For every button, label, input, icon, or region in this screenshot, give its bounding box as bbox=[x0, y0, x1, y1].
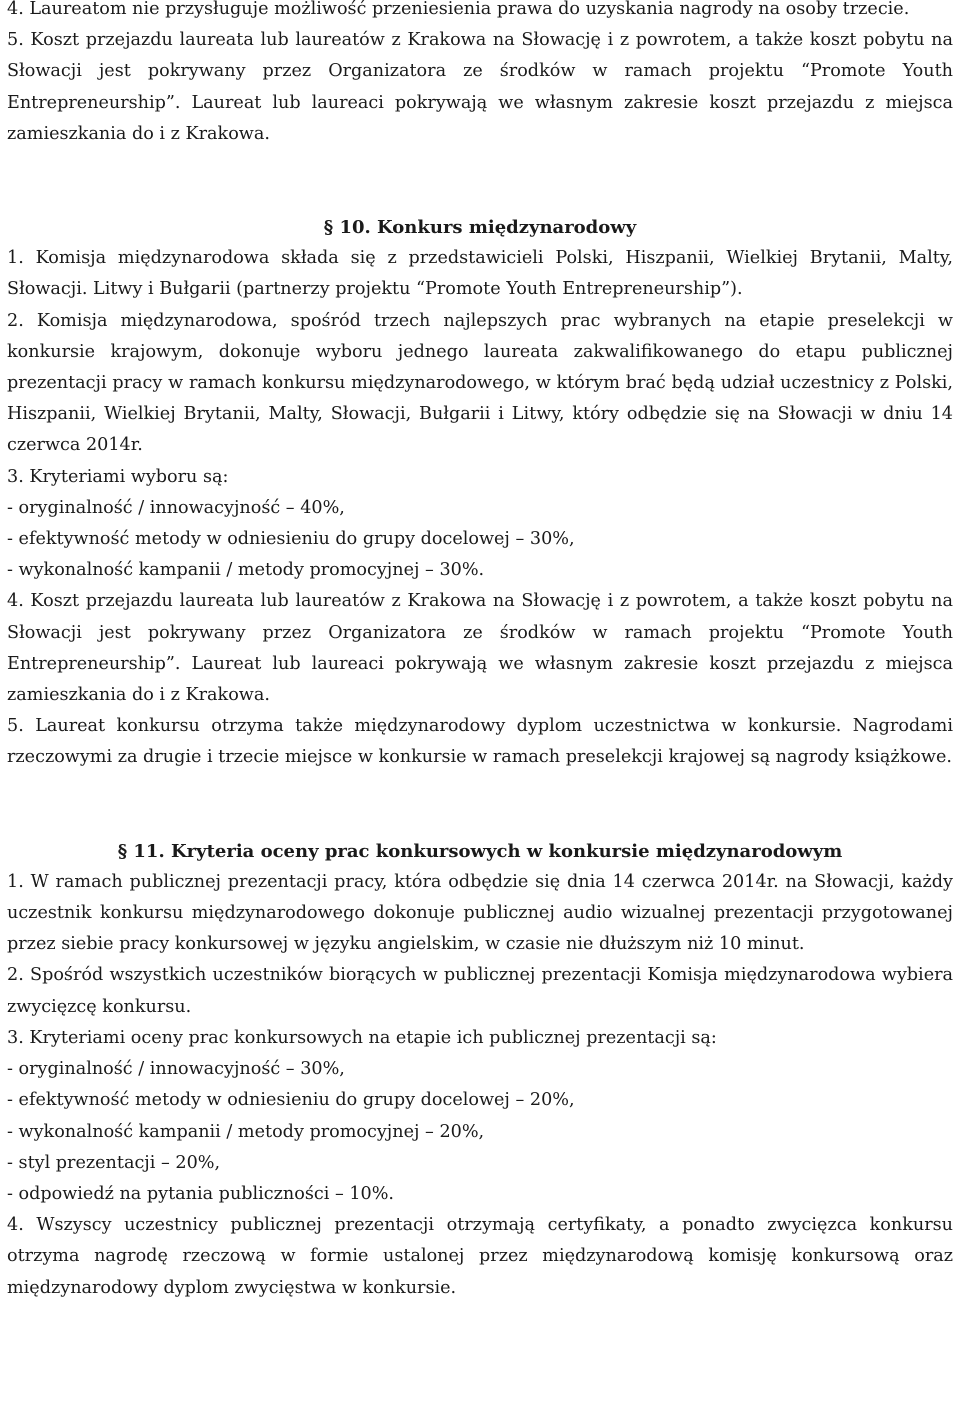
section-10-criteria-heading: 3. Kryteriami wyboru są: bbox=[7, 466, 229, 487]
criteria-item: - efektywność metody w odniesieniu do grupy docelowej – 30%, bbox=[7, 529, 575, 550]
section-10-title: 10. Konkurs międzynarodowy bbox=[339, 217, 637, 239]
section-11-title: 11. Kryteria oceny prac konkursowych w konkursie międzynarodowym bbox=[133, 840, 843, 862]
criteria-item: - styl prezentacji – 20%, bbox=[7, 1152, 221, 1173]
section-11-heading bbox=[7, 836, 953, 867]
section-10-paragraph-2: 2. Komisja międzynarodowa, spośród trzech najlepszych prac wybranych na etapie preselekcji w konkursie krajowym, dokonuje wyboru jednego laureata zakwalifikowanego do etapu publicznej prezentacji pracy w ramach konkursu międzynarodowego, w którym brać będą udział uczestnicy z Polski, Hiszpanii, Wielkiej Brytanii, Malty, Słowacji, Bułgarii i Litwy, który odbędzie się na Słowacji w dniu 14 czerwca 2014r. bbox=[7, 310, 953, 456]
section-10-heading bbox=[7, 212, 953, 243]
section-sign: § bbox=[323, 217, 334, 239]
criteria-item: - odpowiedź na pytania publiczności – 10%. bbox=[7, 1183, 395, 1204]
section-10-paragraph-1: 1. Komisja międzynarodowa składa się z przedstawicieli Polski, Hiszpanii, Wielkiej Brytanii, Malty, Słowacji. Litwy i Bułgarii (partnerzy projektu “Promote Youth Entrepreneurship”). bbox=[7, 248, 953, 300]
section-11-paragraph-2: 2. Spośród wszystkich uczestników biorących w publicznej prezentacji Komisja międzynarodowa wybiera zwycięzcę konkursu. bbox=[7, 965, 953, 1017]
spacer bbox=[7, 150, 953, 212]
criteria-item: - wykonalność kampanii / metody promocyjnej – 20%, bbox=[7, 1121, 485, 1142]
top-block bbox=[7, 0, 953, 150]
criteria-item: - oryginalność / innowacyjność – 40%, bbox=[7, 497, 345, 518]
section-sign: § bbox=[117, 840, 128, 862]
criteria-item: - efektywność metody w odniesieniu do grupy docelowej – 20%, bbox=[7, 1090, 575, 1111]
paragraph-top-5: 5. Koszt przejazdu laureata lub laureatów z Krakowa na Słowację i z powrotem, a także koszt pobytu na Słowacji jest pokrywany przez Organizatora ze środków w ramach projektu “Promote Youth Entrepreneurship”. Laureat lub laureaci pokrywają we własnym zakresie koszt przejazdu z miejsca zamieszkania do i z Krakowa. bbox=[7, 30, 953, 144]
section-10-paragraph-4: 4. Koszt przejazdu laureata lub laureatów z Krakowa na Słowację i z powrotem, a także koszt pobytu na Słowacji jest pokrywany przez Organizatora ze środków w ramach projektu “Promote Youth Entrepreneurship”. Laureat lub laureaci pokrywają we własnym zakresie koszt przejazdu z miejsca zamieszkania do i z Krakowa. bbox=[7, 591, 953, 706]
section-10-paragraph-5: 5. Laureat konkursu otrzyma także międzynarodowy dyplom uczestnictwa w konkursie. Nagrodami rzeczowymi za drugie i trzecie miejsce w konkursie w ramach preselekcji krajowej są nagrody książkowe. bbox=[7, 716, 953, 768]
section-11-paragraph-1: 1. W ramach publicznej prezentacji pracy, która odbędzie się dnia 14 czerwca 2014r. na Słowacji, każdy uczestnik konkursu międzynarodowego dokonuje publicznej audio wizualnej prezentacji przygotowanej przez siebie pracy konkursowej w języku angielskim, w czasie nie dłuższym niż 10 minut. bbox=[7, 871, 953, 955]
paragraph-top-4: 4. Laureatom nie przysługuje możliwość przeniesienia prawa do uzyskania nagrody na osoby trzecie. bbox=[7, 0, 910, 19]
criteria-item: - wykonalność kampanii / metody promocyjnej – 30%. bbox=[7, 560, 485, 581]
section-11 bbox=[7, 836, 953, 1304]
spacer bbox=[7, 774, 953, 836]
section-11-criteria-heading: 3. Kryteriami oceny prac konkursowych na etapie ich publicznej prezentacji są: bbox=[7, 1027, 717, 1048]
section-10 bbox=[7, 212, 953, 774]
criteria-item: - oryginalność / innowacyjność – 30%, bbox=[7, 1059, 345, 1080]
section-11-paragraph-4: 4. Wszyscy uczestnicy publicznej prezentacji otrzymają certyfikaty, a ponadto zwycięzca konkursu otrzyma nagrodę rzeczową w formie ustalonej przez międzynarodową komisję konkursową oraz międzynarodowy dyplom zwycięstwa w konkursie. bbox=[7, 1215, 953, 1298]
